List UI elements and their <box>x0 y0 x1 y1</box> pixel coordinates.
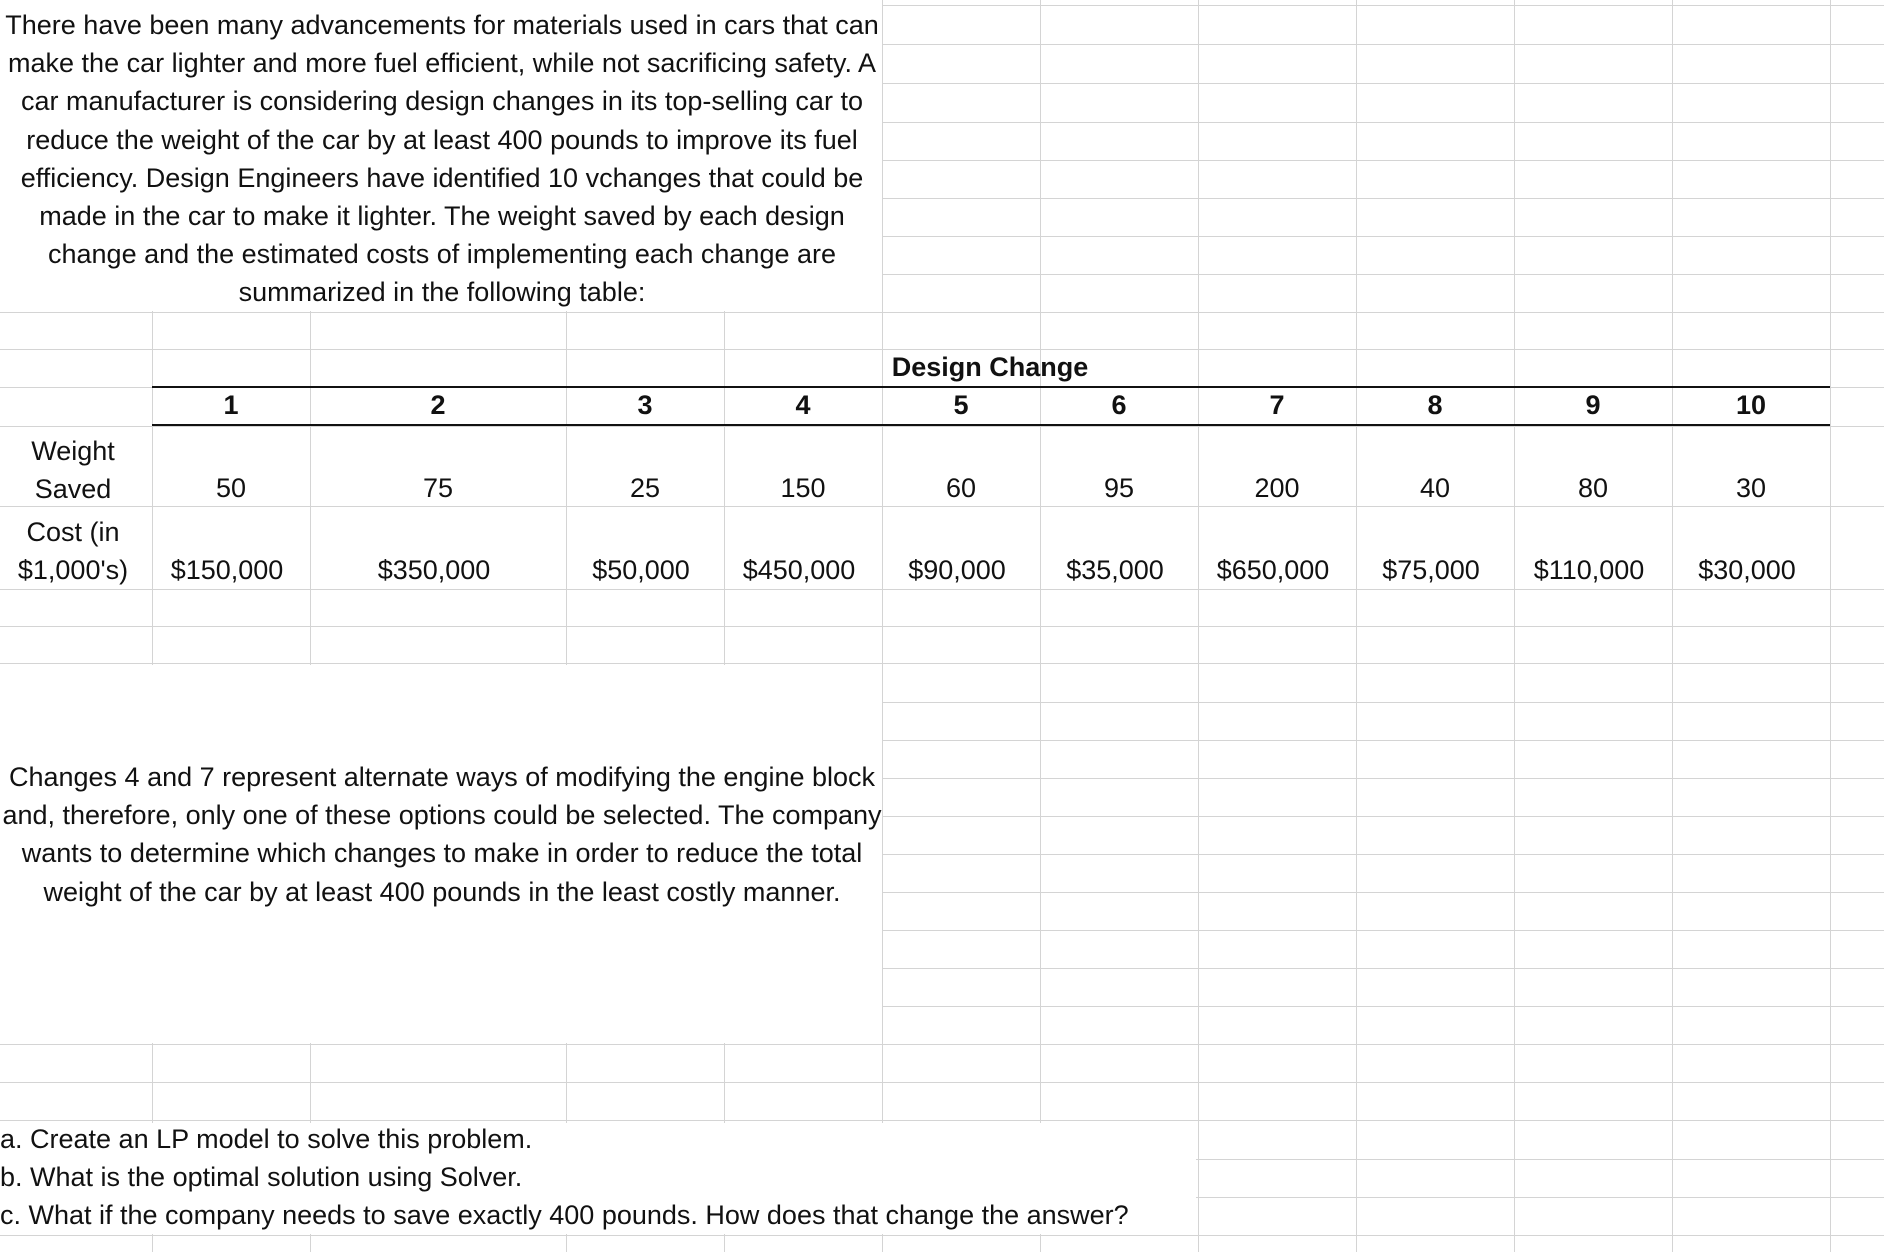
column-header: 3 <box>637 390 653 420</box>
question-c: c. What if the company needs to save exactly 400 pounds. How does that change the answer? <box>0 1200 1129 1230</box>
cost-value: $75,000 <box>1382 555 1480 585</box>
weight-value: 50 <box>215 473 247 503</box>
column-header: 10 <box>1735 390 1767 420</box>
weight-value: 200 <box>1254 473 1300 503</box>
column-header: 1 <box>223 390 239 420</box>
weight-value: 25 <box>629 473 661 503</box>
column-header: 8 <box>1427 390 1443 420</box>
column-header: 5 <box>953 390 969 420</box>
cost-value: $350,000 <box>377 555 491 585</box>
weight-value: 60 <box>945 473 977 503</box>
cost-value: $110,000 <box>1533 555 1645 585</box>
design-change-header: Design Change <box>891 352 1089 382</box>
cost-value: $30,000 <box>1698 555 1796 585</box>
cost-value: $35,000 <box>1066 555 1164 585</box>
column-header: 4 <box>795 390 811 420</box>
weight-value: 150 <box>780 473 826 503</box>
cost-value: $150,000 <box>170 555 284 585</box>
weight-value: 80 <box>1577 473 1609 503</box>
column-header: 2 <box>430 390 446 420</box>
header-rule-bottom <box>152 424 1830 426</box>
cost-value: $90,000 <box>908 555 1006 585</box>
header-rule-top <box>152 386 1830 388</box>
constraint-paragraph: Changes 4 and 7 represent alternate ways of modifying the engine block and, therefore, only one of these options could be selected. The company wants to determine which changes to make in order to reduce the total weight of the car by at least 400 pounds in the least costly manner. <box>2 762 882 907</box>
row-label-weight-saved: Weight Saved <box>31 436 115 504</box>
cost-value: $50,000 <box>592 555 690 585</box>
weight-value: 30 <box>1735 473 1767 503</box>
weight-value: 40 <box>1419 473 1451 503</box>
question-b: b. What is the optimal solution using Solver. <box>0 1162 523 1192</box>
intro-paragraph: There have been many advancements for materials used in cars that can make the car lighter and more fuel efficient, while not sacrificing safety. A car manufacturer is considering design changes in its top-selling car to reduce the weight of the car by at least 400 pounds to improve its fuel efficiency. Design Engineers have identified 10 vchanges that could be made in the car to make it lighter. The weight saved by each design change and the estimated costs of implementing each change are summarized in the following table: <box>5 10 879 308</box>
weight-value: 95 <box>1103 473 1135 503</box>
column-header: 6 <box>1111 390 1127 420</box>
column-header: 9 <box>1585 390 1601 420</box>
cost-value: $450,000 <box>742 555 856 585</box>
weight-value: 75 <box>422 473 454 503</box>
question-a: a. Create an LP model to solve this problem. <box>0 1124 533 1154</box>
column-header: 7 <box>1269 390 1285 420</box>
row-label-cost: Cost (in $1,000's) <box>17 517 129 585</box>
cost-value: $650,000 <box>1216 555 1330 585</box>
